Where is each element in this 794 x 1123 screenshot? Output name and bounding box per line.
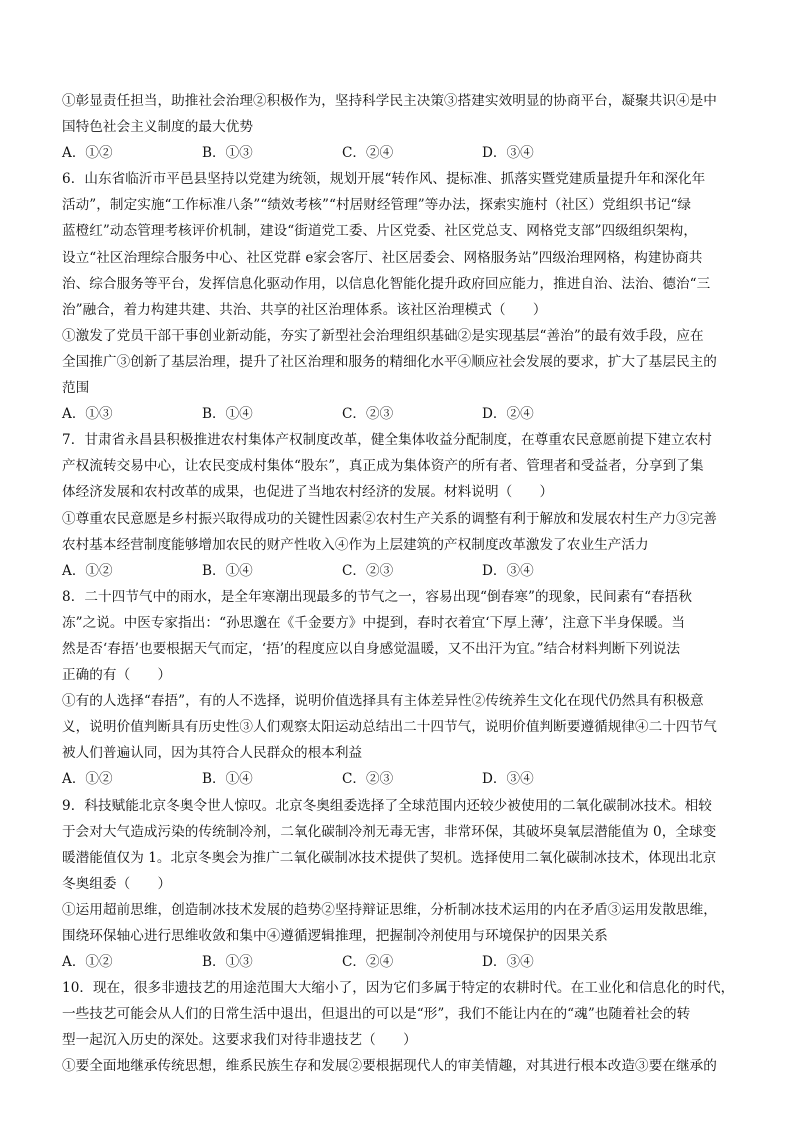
q6-option-line-2: 全国推广③创新了基层治理，提升了社区治理和服务的精细化水平④顺应社会发展的要求，扩大了基层民主的: [62, 353, 717, 370]
q8-stem-line-4: 正确的有（ ）: [62, 667, 172, 684]
q6-choice-a: A．①③: [62, 406, 113, 423]
q9-choice-a: A．①②: [62, 954, 113, 971]
q8-option-line-2: 义，说明价值判断具有历史性③人们观察太阳运动总结出二十四节气，说明价值判断要遵循规律④二十四节气: [62, 719, 717, 736]
q6-stem-line-2: 活动”，制定实施“工作标准八条”“绩效考核”“村居财经管理”等办法，探索实施村（社区）党组织书记“绿: [62, 197, 692, 214]
q5-choices: [62, 140, 734, 166]
question-6-block: [62, 166, 734, 427]
q5-choice-c: C．②④: [342, 145, 394, 162]
q8-choices: [62, 766, 734, 792]
q8-stem-line-3: 然是否‘春捂’也要根据天气而定，‘捂’的程度应以自身感觉温暖，又不出汗为宜。”结合材料判断下列说法: [62, 640, 681, 657]
q8-option-line-3: 被人们普遍认同，因为其符合人民群众的根本利益: [62, 745, 363, 762]
q7-choice-c: C．②③: [342, 562, 394, 579]
q8-choice-a: A．①②: [62, 771, 113, 788]
q5-option-line-1: ①彰显责任担当，助推社会治理②积极作为，坚持科学民主决策③搭建实效明显的协商平台，凝聚共识④是中: [62, 93, 717, 109]
q5-choice-d: D．③④: [482, 145, 534, 162]
q6-choice-d: D．②④: [482, 406, 534, 423]
q9-stem-line-4: 冬奥组委（ ）: [62, 875, 172, 892]
q9-choice-d: D．③④: [482, 954, 534, 971]
q9-stem-line-1: 9．科技赋能北京冬奥令世人惊叹。北京冬奥组委选择了全球范围内还较少被使用的二氧化碳制冰技术。相较: [62, 797, 712, 814]
q7-stem-line-1: 7．甘肃省永昌县积极推进农村集体产权制度改革，健全集体收益分配制度，在尊重农民意愿前提下建立农村: [62, 432, 712, 449]
q8-choice-b: B．①④: [202, 771, 253, 788]
q7-choice-d: D．③④: [482, 562, 534, 579]
q8-stem-line-2: 冻”之说。中医专家指出：“孙思邈在《千金要方》中提到，春时衣着宜‘下厚上薄’，注意下半身保暖。当: [62, 614, 686, 631]
q9-stem-line-2: 于会对大气造成污染的传统制冷剂，二氧化碳制冷剂无毒无害，非常环保，其破坏臭氧层潜能值为 0，全球变: [62, 823, 717, 840]
q6-choices: [62, 401, 734, 427]
q9-choice-b: B．①③: [202, 954, 253, 971]
q6-stem-line-6: 治”融合，着力构建共建、共治、共享的社区治理体系。该社区治理模式（ ）: [62, 301, 547, 318]
q6-choice-c: C．②③: [342, 406, 394, 423]
q10-stem-line-3: 型一起沉入历史的深处。这要求我们对待非遗技艺（ ）: [62, 1032, 417, 1049]
q10-option-line-1: ①要全面地继承传统思想，维系民族生存和发展②要根据现代人的审美情趣，对其进行根本改造③要在继承的: [62, 1058, 717, 1075]
q9-option-line-2: 围绕环保轴心进行思维收敛和集中④遵循逻辑推理，把握制冷剂使用与环境保护的因果关系: [62, 928, 608, 944]
q7-stem-line-2: 产权流转交易中心，让农民变成村集体“股东”，真正成为集体资产的所有者、管理者和受益者，分享到了集: [62, 458, 704, 475]
q9-choices: [62, 949, 734, 975]
q7-choice-a: A．①②: [62, 562, 113, 579]
question-5-block: [62, 88, 734, 166]
q9-choice-c: C．②④: [342, 954, 394, 971]
q6-option-line-1: ①激发了党员干部干事创业新动能，夯实了新型社会治理组织基础②是实现基层“善治”的最有效手段，应在: [62, 327, 704, 344]
q6-option-line-3: 范围: [62, 380, 90, 397]
q6-stem-line-1: 6．山东省临沂市平邑县坚持以党建为统领，规划开展“转作风、提标准、抓落实暨党建质量提升年和深化年: [62, 171, 706, 188]
q7-choices: [62, 558, 734, 584]
q9-stem-line-3: 暖潜能值仅为 1。北京冬奥会为推广二氧化碳制冰技术提供了契机。选择使用二氧化碳制冰技术，体现出北京: [62, 849, 717, 866]
q8-choice-c: C．②③: [342, 771, 394, 788]
q8-choice-d: D．③④: [482, 771, 534, 788]
q10-stem-line-1: 10．现在，很多非遗技艺的用途范围大大缩小了，因为它们多属于特定的农耕时代。在工业化和信息化的时代，: [62, 980, 734, 997]
q5-choice-b: B．①③: [202, 145, 253, 162]
exam-page: [62, 88, 734, 1080]
q8-option-line-1: ①有的人选择“春捂”，有的人不选择，说明价值选择具有主体差异性②传统养生文化在现代仍然具有积极意: [62, 693, 704, 710]
q6-choice-b: B．①④: [202, 406, 253, 423]
q5-choice-a: A．①②: [62, 145, 113, 162]
question-9-block: [62, 793, 734, 976]
q7-choice-b: B．①④: [202, 562, 253, 579]
q9-option-line-1: ①运用超前思维，创造制冰技术发展的趋势②坚持辩证思维，分析制冰技术运用的内在矛盾③运用发散思维，: [62, 901, 717, 918]
q7-option-line-1: ①尊重农民意愿是乡村振兴取得成功的关键性因素②农村生产关系的调整有利于解放和发展农村生产力③完善: [62, 510, 717, 527]
q7-stem-line-3: 体经济发展和农村改革的成果，也促进了当地农村经济的发展。材料说明（ ）: [62, 484, 554, 501]
question-8-block: [62, 584, 734, 793]
q6-stem-line-5: 治、综合服务等平台，发挥信息化驱动作用，以信息化智能化提升政府回应能力，推进自治、法治、德治“三: [62, 275, 711, 292]
question-10-block: [62, 975, 734, 1079]
q5-option-line-2: 国特色社会主义制度的最大优势: [62, 119, 254, 136]
q7-option-line-2: 农村基本经营制度能够增加农民的财产性收入④作为上层建筑的产权制度改革激发了农业生产活力: [62, 536, 649, 553]
q10-stem-line-2: 一些技艺可能会从人们的日常生活中退出，但退出的可以是“形”，我们不能让内在的“魂”也随着社会的转: [62, 1006, 691, 1023]
q6-stem-line-4: 设立“社区治理综合服务中心、社区党群 e家会客厅、社区居委会、网格服务站”四级治理网格，构建协商共: [62, 249, 703, 266]
question-7-block: [62, 427, 734, 584]
q6-stem-line-3: 蓝橙红”动态管理考核评价机制，建设“街道党工委、片区党委、社区党总支、网格党支部”四级组织架构，: [62, 223, 697, 240]
q8-stem-line-1: 8．二十四节气中的雨水，是全年寒潮出现最多的节气之一，容易出现“倒春寒”的现象，民间素有“春捂秋: [62, 588, 693, 605]
